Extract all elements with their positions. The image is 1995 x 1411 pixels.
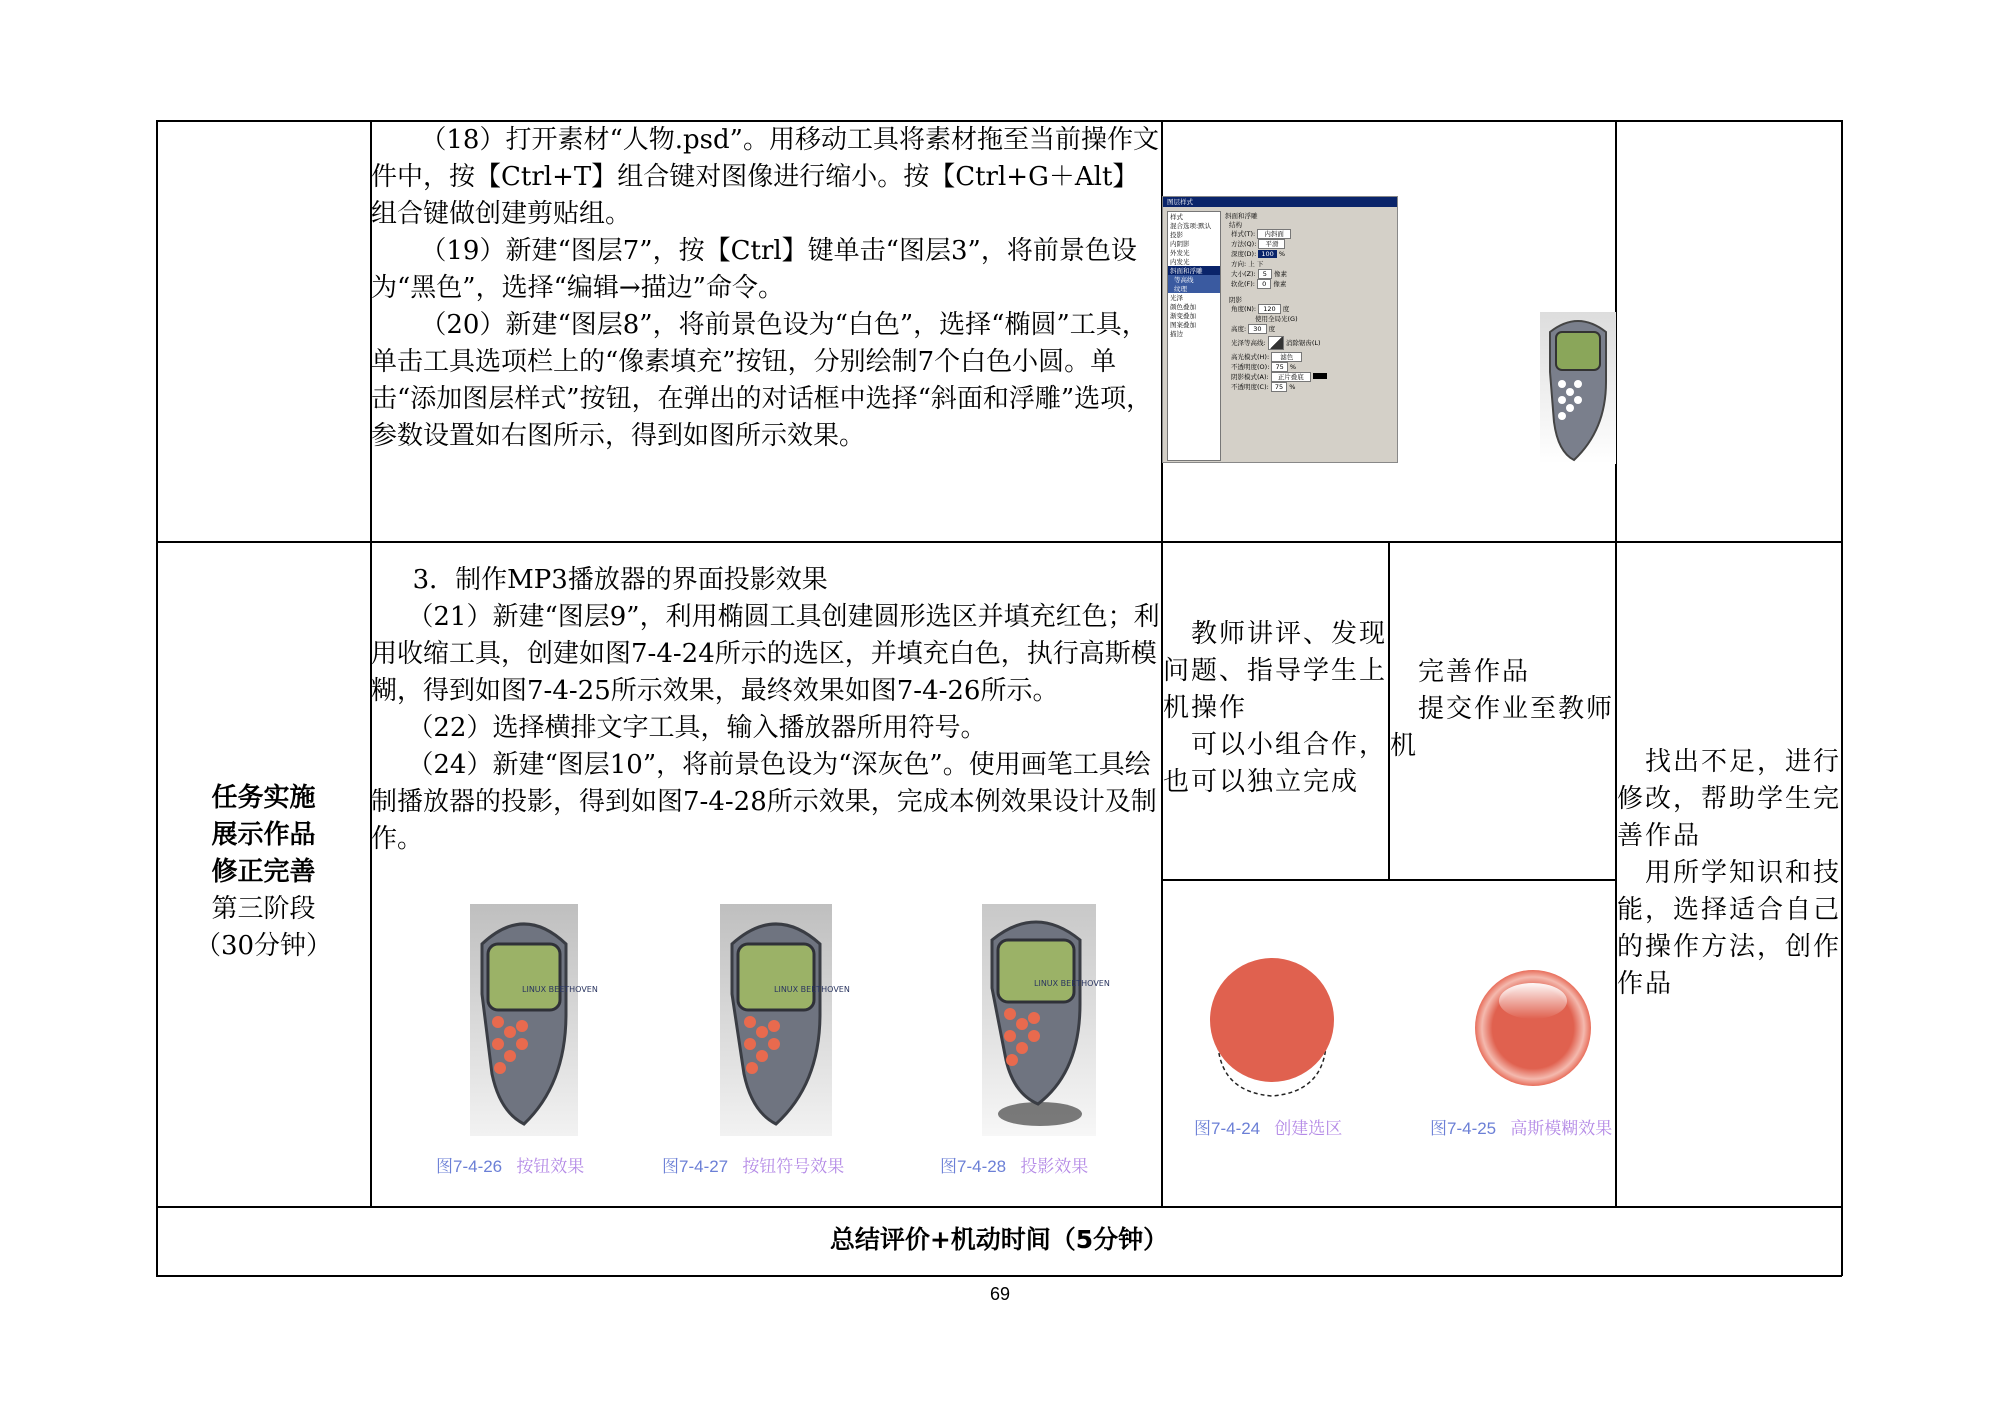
figure-label: 按钮效果: [516, 1157, 585, 1176]
figure-label: 创建选区: [1274, 1119, 1343, 1138]
design-intent-text: 找出不足，进行修改，帮助学生完善作品 用所学知识和技能，选择适合自己的操作方法，创作作品: [1617, 747, 1842, 999]
circle-figure-blur: [1470, 965, 1596, 1091]
dialog-row: 大小(Z): 5 像素: [1231, 270, 1288, 278]
stage-title-line: 任务实施: [211, 783, 316, 813]
dialog-item: 描边: [1170, 330, 1183, 338]
step-19-paragraph: （19）新建“图层7”，按【Ctrl】键单击“图层3”，将前景色设为“黑色”，选择“编辑→描边”命令。: [371, 236, 1137, 303]
dialog-row: 高度: 30 度: [1231, 325, 1276, 333]
stage-title-line: 展示作品: [211, 820, 316, 850]
section-3-heading: 3．制作MP3播放器的界面投影效果: [386, 565, 828, 595]
summary-row: 总结评价+机动时间（5分钟）: [829, 1225, 1169, 1254]
table-col-line-3: [1615, 120, 1617, 1207]
teacher-activity-text: 教师讲评、发现问题、指导学生上机操作 可以小组合作，也可以独立完成: [1163, 619, 1388, 797]
figure-label: 高斯模糊效果: [1510, 1119, 1613, 1138]
player-figure-3: [982, 904, 1110, 1136]
dialog-item: 内发光: [1170, 258, 1190, 266]
dialog-row: 不透明度(C): 75 %: [1231, 383, 1296, 391]
dialog-structure-label: 结构: [1229, 221, 1242, 229]
dialog-row: 使用全局光(G): [1255, 315, 1298, 323]
stage-label-cell: [157, 780, 370, 965]
dialog-row: 不透明度(O): 75 %: [1231, 363, 1297, 371]
red-circle-blur-graphic: [1470, 965, 1596, 1091]
student-activity-cell: [1390, 654, 1614, 765]
player-label: LINUX BEETHOVEN: [1034, 979, 1110, 988]
table-border-left: [156, 120, 158, 1276]
dialog-item: 混合选项:默认: [1170, 222, 1212, 230]
player-figure-1: [470, 904, 598, 1136]
dialog-item: 等高线: [1168, 275, 1220, 284]
player-label: LINUX BEETHOVEN: [522, 985, 598, 994]
figure-caption: [1430, 1114, 1612, 1139]
layer-style-dialog-screenshot: [1162, 196, 1398, 463]
dialog-row: 方法(Q): 平滑: [1225, 239, 1393, 249]
player-preview-small: [1540, 312, 1616, 464]
dialog-item: 光泽: [1170, 294, 1183, 302]
dialog-row: 样式(T): 内斜面: [1225, 229, 1393, 239]
table-border-bottom: [156, 1275, 1842, 1277]
player-symbol-graphic: [720, 904, 850, 1136]
row1-steps-text: [371, 122, 1161, 455]
dialog-right-panel: [1225, 211, 1393, 392]
dialog-item: 投影: [1170, 231, 1183, 239]
stage-title-line: 修正完善: [211, 857, 316, 887]
dialog-item: 纹理: [1168, 284, 1220, 293]
figure-number: 图7-4-26: [436, 1157, 503, 1176]
player-figure-2: [720, 904, 850, 1136]
stage-duration-line: （30分钟）: [194, 931, 333, 961]
stage-phase-line: 第三阶段: [211, 894, 316, 924]
figure-label: 投影效果: [1020, 1157, 1089, 1176]
figure-caption: [436, 1152, 584, 1177]
dialog-row: 光泽等高线: 消除锯齿(L): [1225, 334, 1393, 352]
student-activity-text: 完善作品 提交作业至教师机: [1390, 657, 1615, 761]
dialog-row: 高光模式(H): 滤色: [1225, 352, 1393, 362]
dialog-row: 软化(F): 0 像素: [1231, 280, 1287, 288]
dialog-item-selected: 斜面和浮雕: [1168, 266, 1220, 275]
figure-number: 图7-4-24: [1194, 1119, 1261, 1138]
step-22-paragraph: （22）选择横排文字工具，输入播放器所用符号。: [394, 713, 987, 743]
player-button-graphic: [470, 904, 598, 1136]
figure-caption: [940, 1152, 1088, 1177]
player-label: LINUX BEETHOVEN: [774, 985, 850, 994]
table-row-line-inner: [1161, 879, 1616, 881]
dialog-shading-label: 阴影: [1229, 296, 1242, 304]
dialog-item: 内阴影: [1170, 240, 1190, 248]
step-18-paragraph: （18）打开素材“人物.psd”。用移动工具将素材拖至当前操作文件中，按【Ctrl+T】组合键对图像进行缩小。按【Ctrl+G＋Alt】组合键做创建剪贴组。: [371, 125, 1159, 229]
figure-caption: [662, 1152, 844, 1177]
dialog-item: 样式: [1170, 213, 1183, 221]
teacher-activity-cell: [1163, 616, 1387, 801]
dialog-item: 颜色叠加: [1170, 303, 1196, 311]
step-20-paragraph: （20）新建“图层8”，将前景色设为“白色”，选择“椭圆”工具，单击工具选项栏上的“像素填充”按钮，分别绘制7个白色小圆。单击“添加图层样式”按钮，在弹出的对话框中选择“斜面和浮雕”选项，参数设置如右图所示，得到如图所示效果。: [371, 310, 1153, 451]
step-24-paragraph: （24）新建“图层10”，将前景色设为“深灰色”。使用画笔工具绘制播放器的投影，得到如图7-4-28所示效果，完成本例效果设计及制作。: [371, 750, 1157, 854]
dialog-row: 方向: 上 下: [1231, 260, 1264, 268]
table-divider-row2: [156, 1206, 1842, 1208]
dialog-item: 渐变叠加: [1170, 312, 1196, 320]
circle-figure-selection: [1206, 950, 1346, 1100]
dialog-item: 外发光: [1170, 249, 1190, 257]
red-circle-selection-graphic: [1206, 950, 1346, 1100]
figure-number: 图7-4-28: [940, 1157, 1007, 1176]
dialog-left-list: [1167, 211, 1221, 461]
player-small-graphic: [1540, 312, 1616, 464]
step-21-paragraph: （21）新建“图层9”，利用椭圆工具创建圆形选区并填充红色；利用收缩工具，创建如图7-4-24所示的选区，并填充白色，执行高斯模糊，得到如图7-4-25所示效果，最终效果如图7-4-26所示。: [371, 602, 1160, 706]
dialog-group-title: 斜面和浮雕: [1225, 212, 1258, 220]
figure-caption: [1194, 1114, 1342, 1139]
player-shadow-graphic: [982, 904, 1110, 1136]
row2-steps-text: [371, 562, 1161, 858]
figure-number: 图7-4-25: [1430, 1119, 1497, 1138]
figure-label: 按钮符号效果: [742, 1157, 845, 1176]
table-divider-row1: [156, 541, 1842, 543]
dialog-row: 阴影模式(A): 正片叠底: [1225, 372, 1393, 382]
dialog-row: 角度(N): 120 度: [1231, 305, 1290, 313]
dialog-title-bar: 图层样式: [1163, 197, 1397, 207]
dialog-row: 深度(D): 100 %: [1231, 250, 1286, 258]
dialog-item: 图案叠加: [1170, 321, 1196, 329]
figure-number: 图7-4-27: [662, 1157, 729, 1176]
page-number: 69: [989, 1284, 1011, 1304]
table-border-right: [1841, 120, 1843, 1276]
design-intent-cell: [1617, 744, 1841, 1003]
